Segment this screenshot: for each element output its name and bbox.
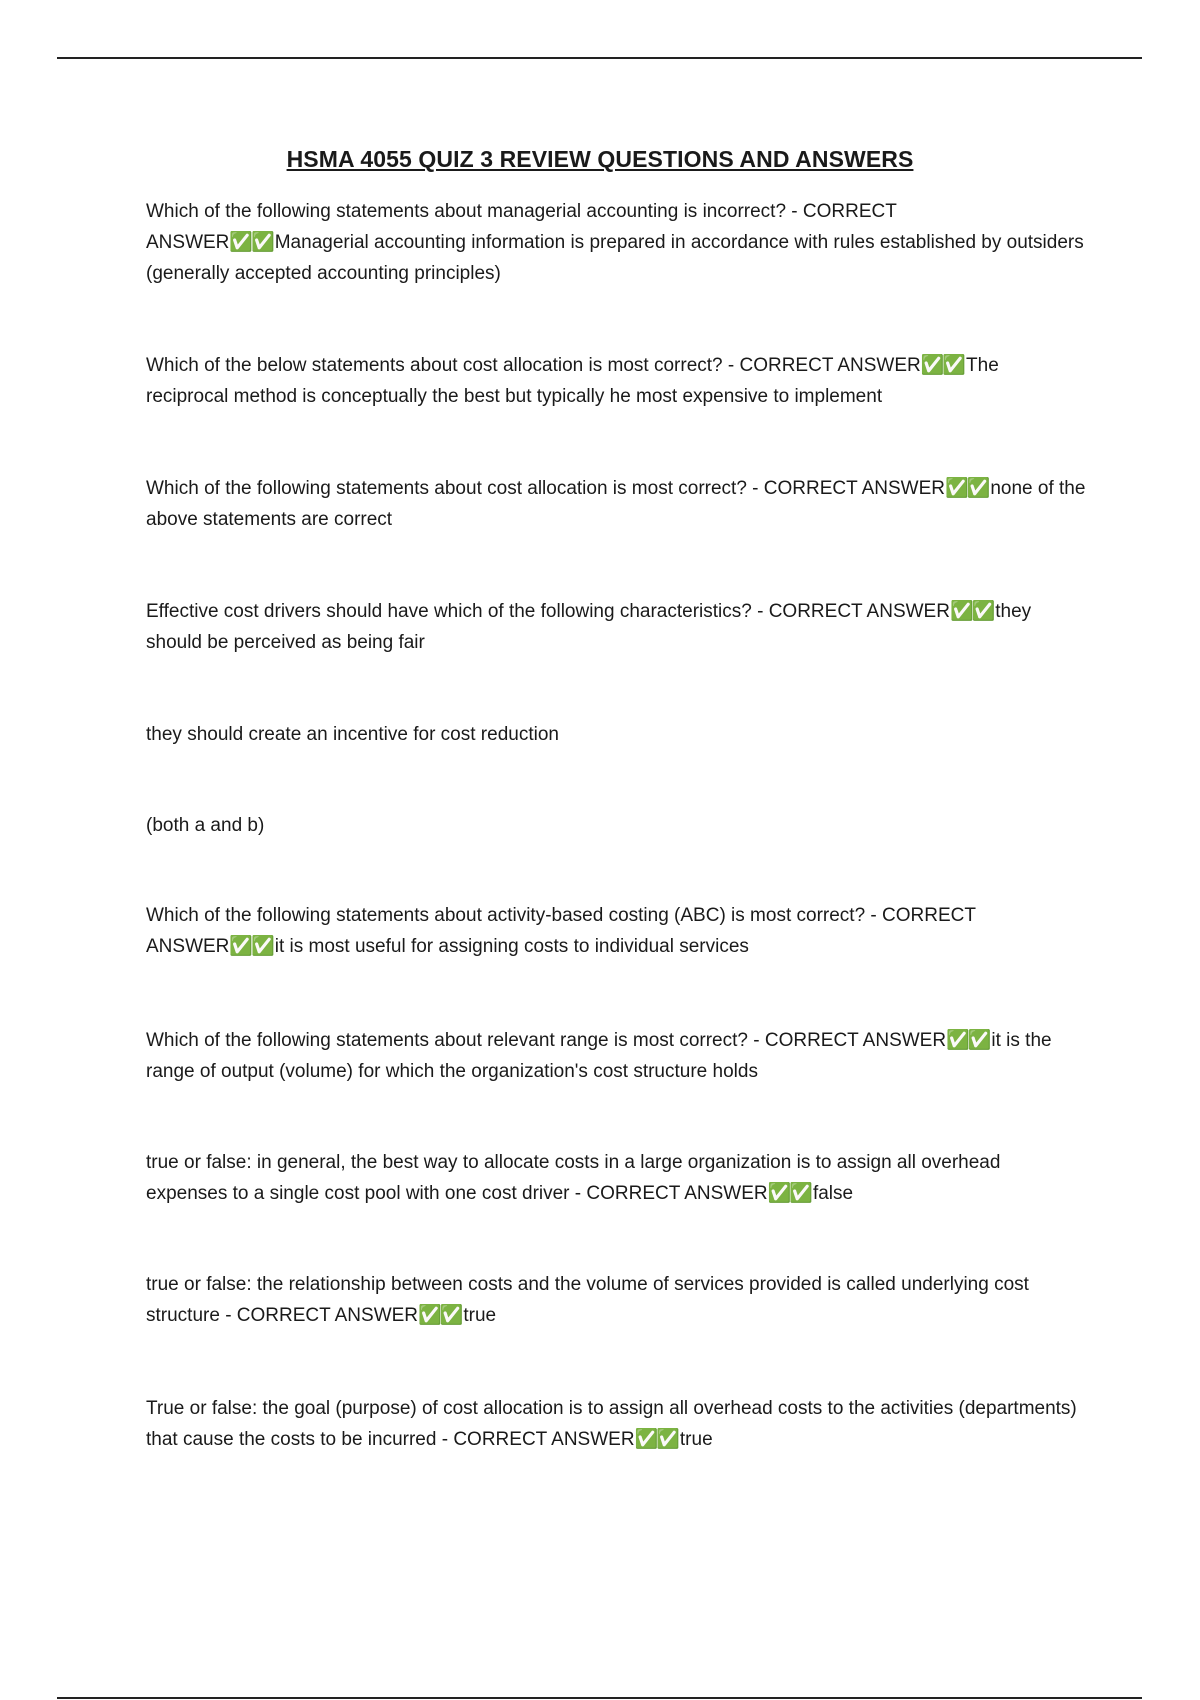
answer-text: true [679, 1429, 713, 1450]
qa-item-9 [146, 1393, 1086, 1455]
answer-text: it is most useful for assigning costs to individual services [274, 936, 749, 957]
answer-text: true [463, 1305, 497, 1326]
question-text: Which of the following statements about activity-based costing (ABC) is most correct? - CORRECT ANSWER [146, 905, 976, 957]
bottom-rule [57, 1697, 1142, 1699]
question-text: true or false: in general, the best way to allocate costs in a large organization is to assign all overhead expenses to a single cost pool with one cost driver - CORRECT ANSWER [146, 1152, 1001, 1204]
answer-text: Managerial accounting information is prepared in accordance with rules established by outsiders (generally accepted accounting principles) [146, 232, 1084, 284]
question-text: Which of the following statements about cost allocation is most correct? - CORRECT ANSWER [146, 478, 946, 499]
double-check-icon: ✅✅ [949, 601, 994, 622]
answer-text: The reciprocal method is conceptually the best but typically he most expensive to implement [146, 355, 999, 407]
qa-item-2 [146, 350, 1086, 412]
answer-text: they should be perceived as being fair [146, 601, 1032, 653]
qa-item-4 [146, 596, 1086, 658]
answer-text: none of the above statements are correct [146, 478, 1086, 530]
qa-item-8 [146, 1269, 1086, 1331]
qa-item-1 [146, 196, 1086, 289]
question-text: Effective cost drivers should have which of the following characteristics? - CORRECT ANSWER [146, 601, 950, 622]
qa-continuation-line: they should create an incentive for cost reduction [146, 724, 559, 745]
qa-item-5 [146, 900, 1086, 962]
double-check-icon: ✅✅ [229, 936, 273, 957]
answer-text: it is the range of output (volume) for which the organization's cost structure holds [146, 1030, 1052, 1082]
question-text: true or false: the relationship between costs and the volume of services provided is called underlying cost structure - CORRECT ANSWER [146, 1274, 1029, 1326]
qa-item-6 [146, 1025, 1086, 1087]
qa-item-3 [146, 473, 1086, 535]
question-text: Which of the below statements about cost allocation is most correct? - CORRECT ANSWER [146, 355, 921, 376]
double-check-icon: ✅✅ [945, 478, 989, 499]
question-text: True or false: the goal (purpose) of cost allocation is to assign all overhead costs to the activities (departments) that cause the costs to be incurred - CORRECT ANSWER [146, 1398, 1077, 1450]
qa-item-7 [146, 1147, 1086, 1209]
question-text: Which of the following statements about managerial accounting is incorrect? - CORRECT ANSWER [146, 201, 897, 253]
qa-continuation-line: (both a and b) [146, 815, 265, 836]
double-check-icon: ✅✅ [418, 1305, 462, 1326]
top-rule [57, 57, 1142, 59]
question-text: Which of the following statements about relevant range is most correct? - CORRECT ANSWER [146, 1030, 947, 1051]
answer-text: false [812, 1183, 854, 1204]
document-title: HSMA 4055 QUIZ 3 REVIEW QUESTIONS AND ANSWERS [286, 146, 914, 172]
double-check-icon: ✅✅ [767, 1183, 811, 1204]
double-check-icon: ✅✅ [920, 355, 965, 376]
double-check-icon: ✅✅ [229, 232, 273, 253]
double-check-icon: ✅✅ [946, 1030, 990, 1051]
double-check-icon: ✅✅ [634, 1429, 678, 1450]
